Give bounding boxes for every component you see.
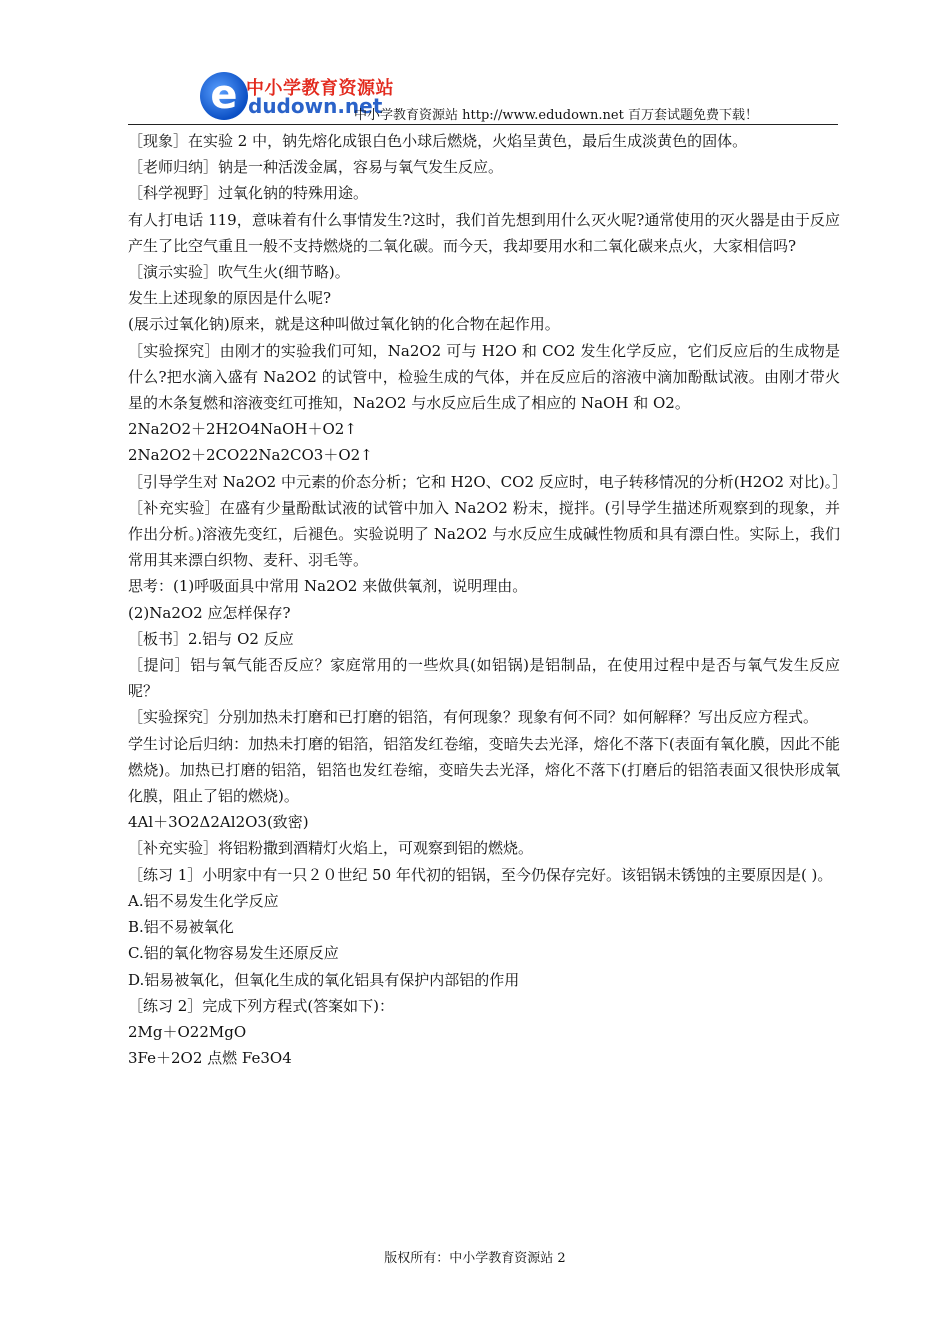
logo-domain: dudown.net [248,94,383,118]
option-item: B.铝不易被氧化 [128,918,234,937]
paragraph: (2)Na2O2 应怎样保存? [128,603,291,622]
paragraph: ［引导学生对 Na2O2 中元素的价态分析；它和 H2O、CO2 反应时，电子转移情况的分析(H2O2 对比)。］ [128,472,848,491]
paragraph: ［练习 1］小明家中有一只２０世纪 50 年代初的铝锅，至今仍保存完好。该铝锅未锈蚀的主要原因是( )。 [128,865,833,884]
header-site-line: 中小学教育资源站 http://www.edudown.net 百万套试题免费下载！ [354,108,758,123]
paragraph: 学生讨论后归纳：加热未打磨的铝箔，铝箔发红卷缩，变暗失去光泽，熔化不落下(表面有氧化膜，因此不能燃烧)。加热已打磨的铝箔，铝箔也发红卷缩，变暗失去光泽，熔化不落下(打磨后的铝箔表面又很快形成氧化膜，阻止了铝的燃烧)。 [128,734,840,806]
paragraph: 发生上述现象的原因是什么呢? [128,289,332,308]
paragraph: ［演示实验］吹气生火(细节略)。 [128,263,350,282]
equation: 2Mg＋O22MgO [128,1022,247,1041]
paragraph: ［练习 2］完成下列方程式(答案如下)： [128,996,395,1015]
paragraph: ［补充实验］在盛有少量酚酞试液的试管中加入 Na2O2 粉末，搅拌。(引导学生描述所观察到的现象，并作出分析。)溶液先变红，后褪色。实验说明了 Na2O2 与水反应生成碱性物质和具有漂白性。实际上，我们常用其来漂白织物、麦秆、羽毛等。 [128,498,840,570]
option-item: A.铝不易发生化学反应 [128,891,279,910]
paragraph: 思考：(1)呼吸面具中常用 Na2O2 来做供氧剂，说明理由。 [128,577,528,596]
equation: 2Na2O2＋2H2O4NaOH＋O2↑ [128,420,357,439]
option-item: C.铝的氧化物容易发生还原反应 [128,944,339,963]
paragraph: ［现象］在实验 2 中，钠先熔化成银白色小球后燃烧，火焰呈黄色，最后生成淡黄色的固体。 [128,132,748,150]
paragraph: 有人打电话 119，意味着有什么事情发生?这时，我们首先想到用什么灭火呢?通常使用的灭火器是由于反应产生了比空气重且一般不支持燃烧的二氧化碳。而今天，我却要用水和二氧化碳来点火，大家相信吗? [128,210,840,255]
paragraph: ［实验探究］由刚才的实验我们可知，Na2O2 可与 H2O 和 CO2 发生化学反应，它们反应后的生成物是什么?把水滴入盛有 Na2O2 的试管中，检验生成的气体，并在反应后的溶液中滴加酚酞试液。由刚才带火星的木条复燃和溶液变红可推知，Na2O2 与水反应后生成了相应的 NaOH 和 O2。 [128,341,840,413]
paragraph: ［实验探究］分别加热未打磨和已打磨的铝箔，有何现象？现象有何不同？如何解释？写出反应方程式。 [128,708,819,727]
document-body [128,128,848,1071]
paragraph: ［补充实验］将铝粉撒到酒精灯火焰上，可观察到铝的燃烧。 [128,839,534,858]
logo-title: 中小学教育资源站 [246,78,394,99]
logo-e-icon: e [200,72,248,120]
equation: 2Na2O2＋2CO22Na2CO3＋O2↑ [128,446,373,465]
page-header [128,70,838,125]
paragraph: ［板书］2.铝与 O2 反应 [128,629,294,648]
paragraph: (展示过氧化钠)原来，就是这种叫做过氧化钠的化合物在起作用。 [128,315,560,334]
option-item: D.铝易被氧化，但氧化生成的氧化铝具有保护内部铝的作用 [128,970,520,989]
paragraph: ［老师归纳］钠是一种活泼金属，容易与氧气发生反应。 [128,158,504,177]
equation: 3Fe＋2O2 点燃 Fe3O4 [128,1049,292,1068]
paragraph: ［提问］铝与氧气能否反应？家庭常用的一些炊具(如铝锅)是铝制品，在使用过程中是否与氧气发生反应呢？ [128,656,840,701]
equation: 4Al＋3O2Δ2Al2O3(致密) [128,813,309,832]
paragraph: ［科学视野］过氧化钠的特殊用途。 [128,184,369,203]
page-footer: 版权所有：中小学教育资源站 2 [384,1251,566,1266]
